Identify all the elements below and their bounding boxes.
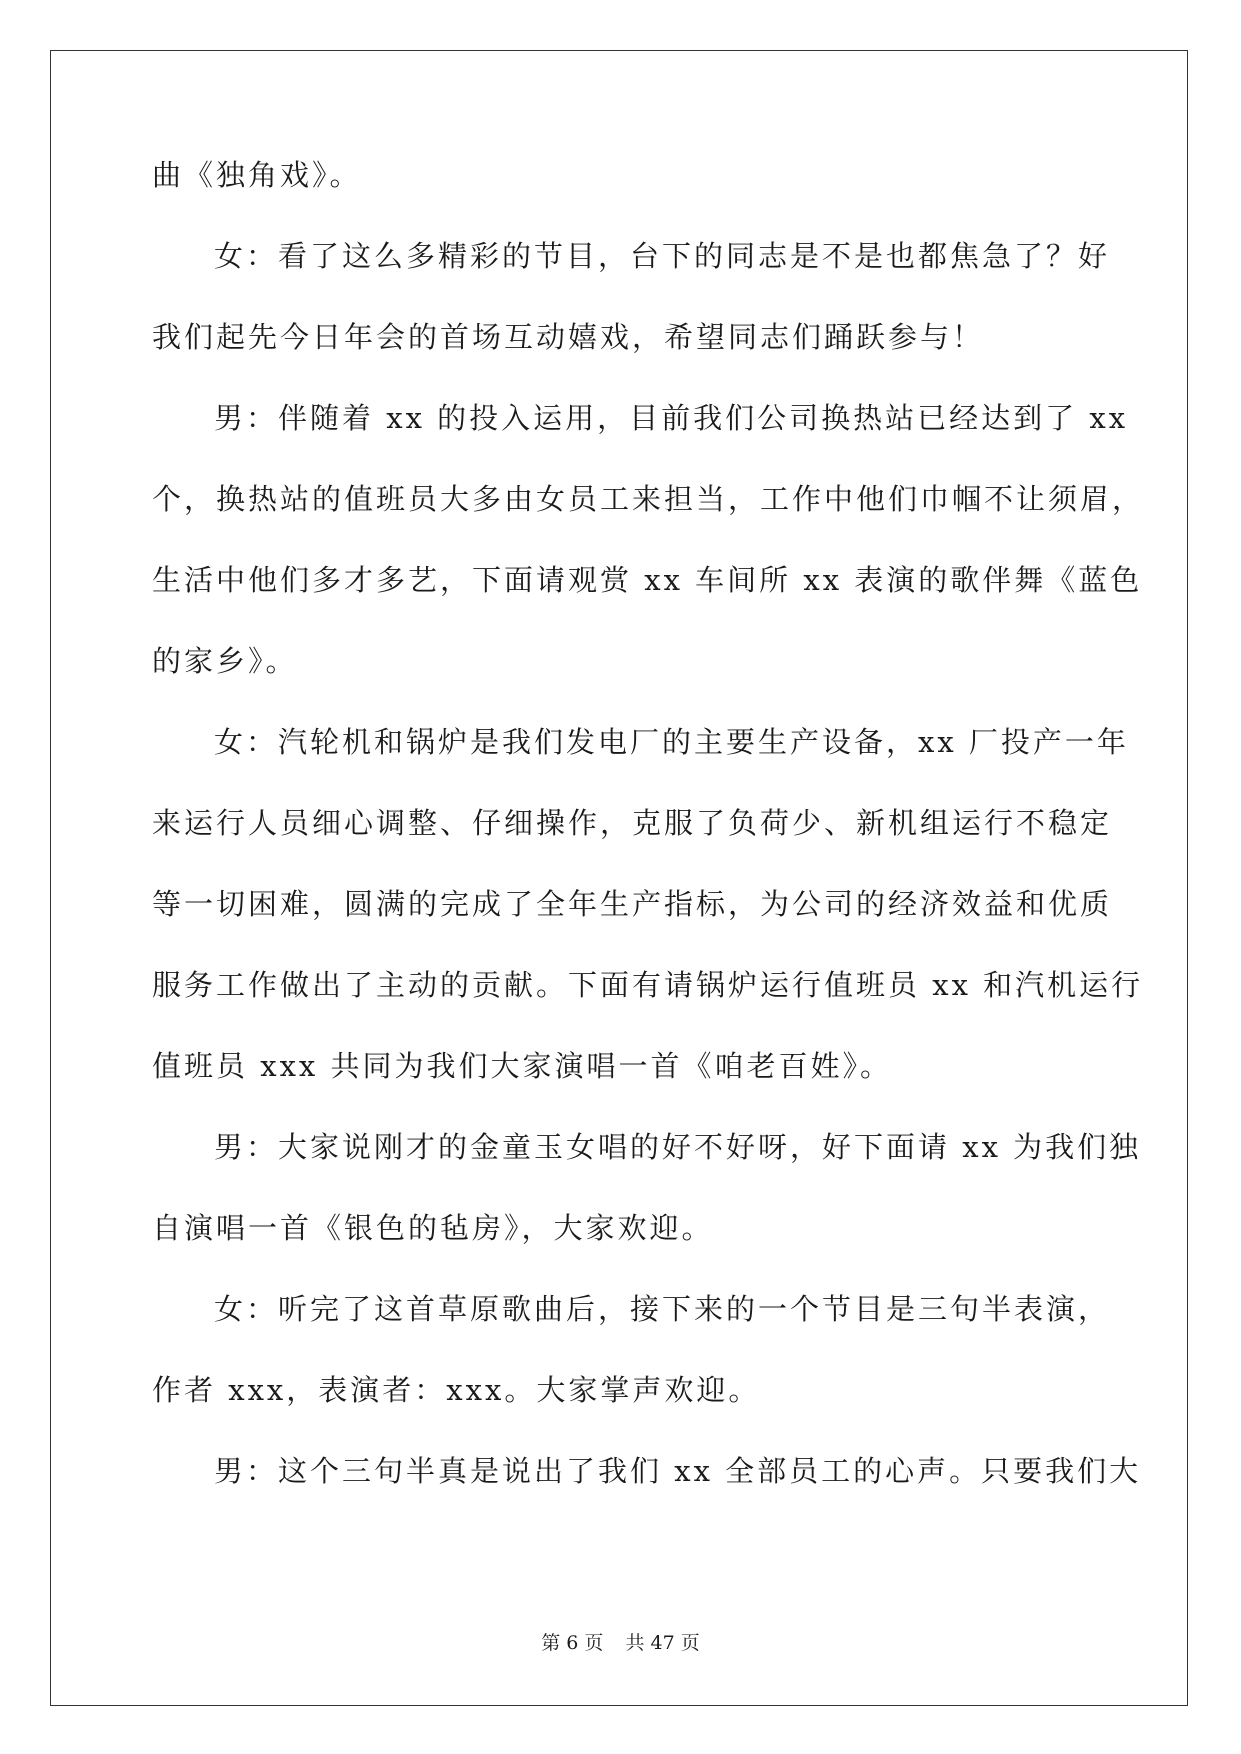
text-line: 我们起先今日年会的首场互动嬉戏，希望同志们踊跃参与！ <box>152 320 985 354</box>
page-number-total: 共 47 页 <box>625 1632 700 1654</box>
text-line: 女：听完了这首草原歌曲后，接下来的一个节目是三句半表演， <box>214 1292 1111 1326</box>
text-line: 来运行人员细心调整、仔细操作，克服了负荷少、新机组运行不稳定 <box>152 806 1113 840</box>
text-line: 生活中他们多才多艺，下面请观赏 xx 车间所 xx 表演的歌伴舞《蓝色 <box>152 563 1143 597</box>
text-line: 曲《独角戏》。 <box>152 158 362 192</box>
text-line: 的家乡》。 <box>152 644 298 678</box>
text-line: 作者 xxx，表演者：xxx。大家掌声欢迎。 <box>152 1373 761 1407</box>
page-footer <box>0 1628 1241 1655</box>
text-line: 等一切困难，圆满的完成了全年生产指标，为公司的经济效益和优质 <box>152 887 1113 921</box>
text-line: 男：大家说刚才的金童玉女唱的好不好呀，好下面请 xx 为我们独 <box>214 1130 1142 1164</box>
text-line: 女：看了这么多精彩的节目，台下的同志是不是也都焦急了？好 <box>214 239 1111 273</box>
text-line: 个，换热站的值班员大多由女员工来担当，工作中他们巾帼不让须眉， <box>152 482 1145 516</box>
text-line: 男：伴随着 xx 的投入运用，目前我们公司换热站已经达到了 xx <box>214 401 1129 435</box>
document-body <box>152 155 1145 1532</box>
text-line: 女：汽轮机和锅炉是我们发电厂的主要生产设备，xx 厂投产一年 <box>214 725 1129 759</box>
text-line: 服务工作做出了主动的贡献。下面有请锅炉运行值班员 xx 和汽机运行 <box>152 968 1144 1002</box>
text-line: 值班员 xxx 共同为我们大家演唱一首《咱老百姓》。 <box>152 1049 893 1083</box>
text-line: 男：这个三句半真是说出了我们 xx 全部员工的心声。只要我们大 <box>214 1454 1142 1488</box>
text-line: 自演唱一首《银色的毡房》，大家欢迎。 <box>152 1211 714 1245</box>
page-number-current: 第 6 页 <box>541 1632 604 1654</box>
